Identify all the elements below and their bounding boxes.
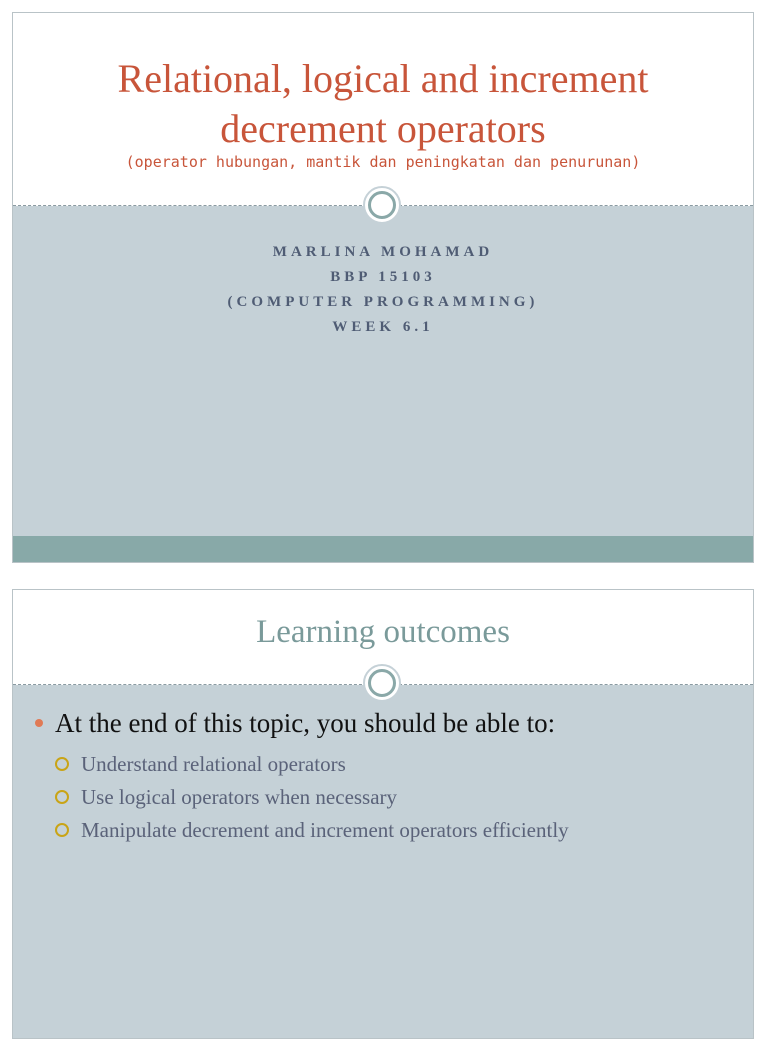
ring-bullet-icon	[55, 757, 69, 771]
learning-outcomes-slide	[12, 589, 754, 1039]
slide-title: Learning outcomes	[256, 614, 510, 650]
list-item-text: Manipulate decrement and increment operators efficiently	[81, 818, 569, 842]
footer-band	[13, 536, 753, 562]
outcome-list	[55, 748, 569, 847]
list-item-text: Use logical operators when necessary	[81, 785, 398, 809]
week-label: WEEK 6.1	[332, 319, 434, 335]
title-band	[13, 13, 753, 206]
list-item	[55, 748, 569, 781]
separator-circle-icon	[363, 664, 401, 702]
slide-title	[13, 54, 753, 154]
bullet-dot-icon	[35, 719, 43, 727]
slide-title-line-2: decrement operators	[220, 106, 546, 151]
course-code: BBP 15103	[330, 269, 436, 285]
author-name: MARLINA MOHAMAD	[272, 244, 494, 260]
main-bullet	[35, 708, 555, 739]
ring-bullet-icon	[55, 790, 69, 804]
list-item	[55, 781, 569, 814]
separator-circle-icon	[363, 186, 401, 224]
main-bullet-text: At the end of this topic, you should be able to:	[55, 708, 556, 738]
author-block	[13, 240, 753, 340]
slide-title-line-1: Relational, logical and increment	[117, 56, 649, 101]
list-item	[55, 814, 569, 847]
ring-bullet-icon	[55, 823, 69, 837]
slide-subtitle: (operator hubungan, mantik dan peningkatan dan penurunan)	[125, 153, 641, 171]
title-slide	[12, 12, 754, 563]
list-item-text: Understand relational operators	[81, 752, 346, 776]
course-name: (COMPUTER PROGRAMMING)	[227, 294, 539, 310]
